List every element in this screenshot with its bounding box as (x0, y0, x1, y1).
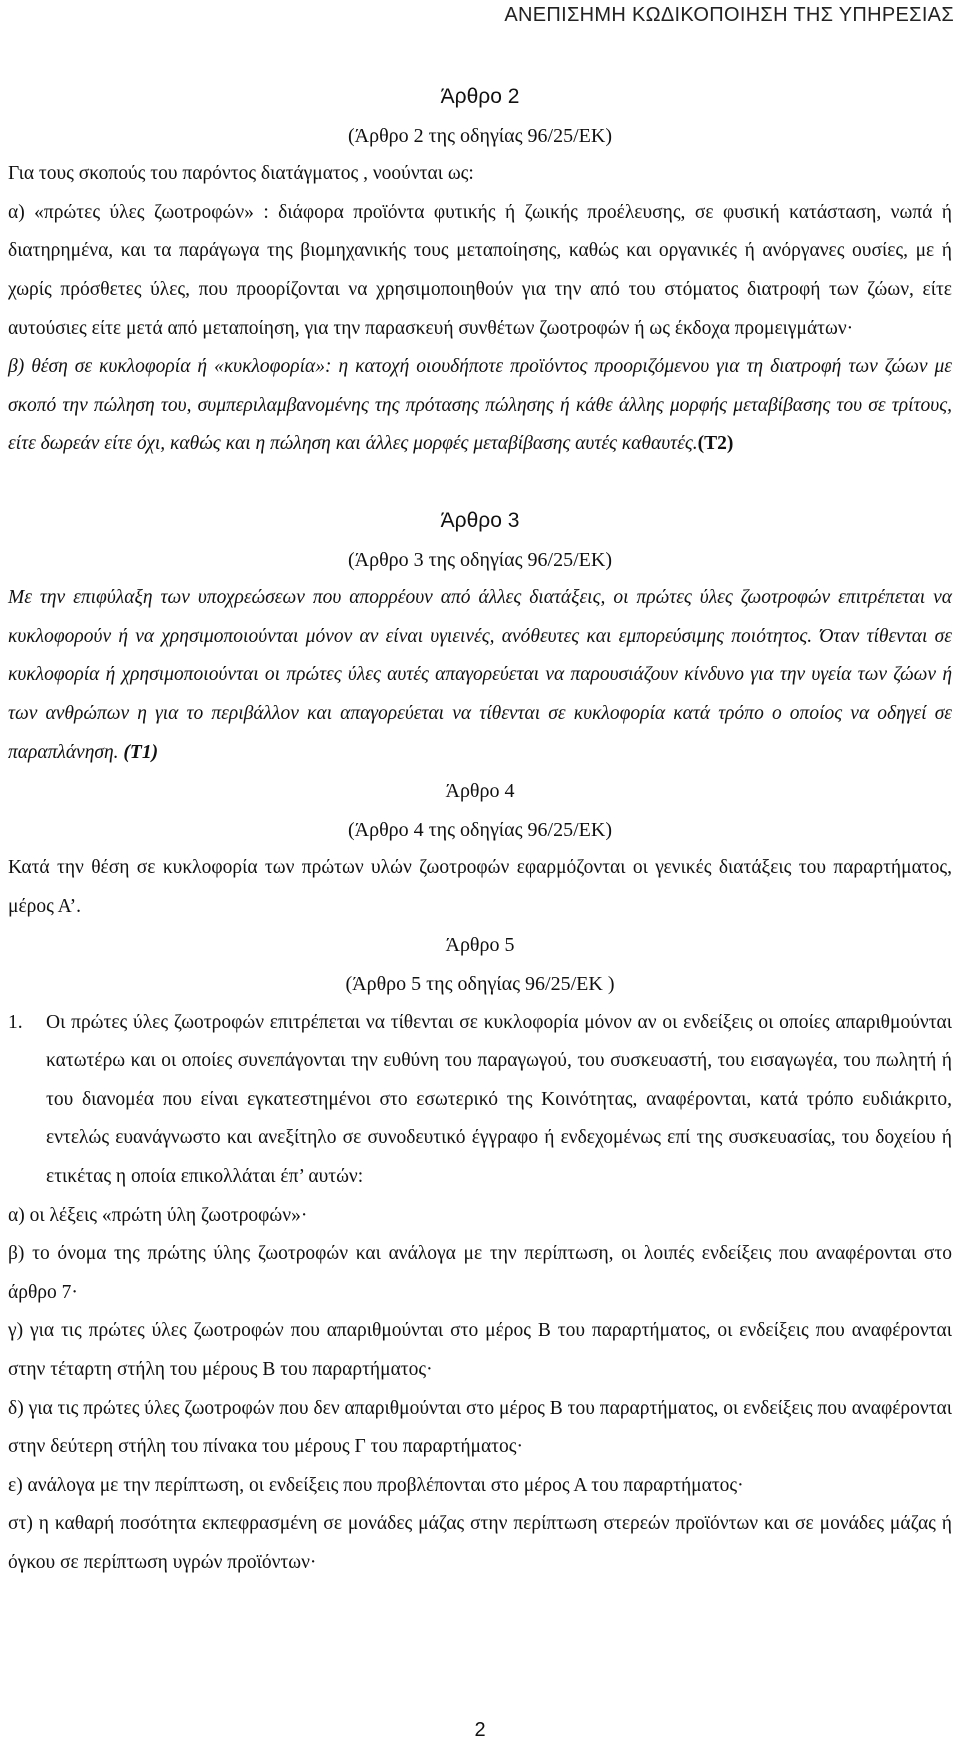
article-5-subtitle: (Άρθρο 5 της οδηγίας 96/25/ΕΚ ) (345, 973, 615, 996)
article-2-item-b-text: β) θέση σε κυκλοφορία ή «κυκλοφορία»: η κατοχή οιουδήποτε προϊόντος προοριζόμενου για τη διατροφή των ζώων με σκοπό την πώληση του, συμπεριλαμβανομένης της πρότασης πώλησης ή κάθε άλλης μορφής μεταβίβασης του σε τρίτους, είτε δωρεάν είτε όχι, καθώς και η πώληση και άλλες μορφές μεταβίβασης αυτές καθαυτές. (8, 356, 952, 455)
article-5-item-a: α) οι λέξεις «πρώτη ύλη ζωοτροφών»· (8, 1204, 308, 1226)
document-body (8, 78, 952, 1583)
article-2-title: Άρθρο 2 (440, 85, 520, 108)
spacer (8, 464, 952, 502)
article-2-intro: Για τους σκοπούς του παρόντος διατάγματος , νοούνται ως: (8, 163, 474, 185)
article-5-paragraph-1 (8, 1004, 952, 1197)
article-5-item-st: στ) η καθαρή ποσότητα εκπεφρασμένη σε μονάδες μάζας στην περίπτωση στερεών προϊόντων και σε μονάδες μάζας ή όγκου σε περίπτωση υγρών προϊόντων· (8, 1513, 952, 1573)
page-number: 2 (474, 1719, 486, 1741)
article-3-title: Άρθρο 3 (440, 508, 520, 532)
article-4-text: Κατά την θέση σε κυκλοφορία των πρώτων υλών ζωοτροφών εφαρμόζονται οι γενικές διατάξεις του παραρτήματος, μέρος Α’. (8, 857, 952, 917)
article-5-item-d: δ) για τις πρώτες ύλες ζωοτροφών που δεν απαριθμούνται στο μέρος Β του παραρτήματος, οι ενδείξεις που αναφέρονται στην δεύτερη στήλη του πίνακα του μέρους Γ του παραρτήματος· (8, 1397, 952, 1458)
article-2-reference: (Τ2) (697, 433, 734, 455)
article-3-text (8, 579, 952, 772)
article-5-title: Άρθρο 5 (445, 934, 515, 957)
article-3-subtitle: (Άρθρο 3 της οδηγίας 96/25/ΕΚ) (348, 548, 612, 571)
article-5-item-b: β) το όνομα της πρώτης ύλης ζωοτροφών και ανάλογα με την περίπτωση, οι λοιπές ενδείξεις που αναφέρονται στο άρθρο 7· (8, 1243, 952, 1303)
article-5-item-e: ε) ανάλογα με την περίπτωση, οι ενδείξεις που προβλέπονται στο μέρος Α του παραρτήματος· (8, 1474, 744, 1496)
article-4-subtitle: (Άρθρο 4 της οδηγίας 96/25/ΕΚ) (348, 818, 612, 841)
article-4-title: Άρθρο 4 (445, 780, 515, 803)
paragraph-number: 1. (8, 1011, 23, 1033)
article-5-item-c: γ) για τις πρώτες ύλες ζωοτροφών που απαριθμούνται στο μέρος Β του παραρτήματος, οι ενδείξεις που αναφέρονται στην τέταρτη στήλη του μέρους Β του παραρτήματος· (8, 1320, 952, 1380)
page-header: ΑΝΕΠΙΣΗΜΗ ΚΩΔΙΚΟΠΟΙΗΣΗ ΤΗΣ ΥΠΗΡΕΣΙΑΣ (504, 4, 954, 26)
article-2-subtitle: (Άρθρο 2 της οδηγίας 96/25/ΕΚ) (348, 124, 612, 147)
paragraph-text: Οι πρώτες ύλες ζωοτροφών επιτρέπεται να τίθενται σε κυκλοφορία μόνον αν οι ενδείξεις οι οποίες απαριθμούνται κατωτέρω και οι οποίες συνεπάγονται την ευθύνη του παραγωγού, του συσκευαστή, του εισαγωγέα, του πωλητή ή του διανομέα που είναι εγκατεστημένοι στο εσωτερικό της Κοινότητας, αναφέρονται, κατά τρόπο ευδιάκριτο, εντελώς ευανάγνωστο και ανεξίτηλο σε συνοδευτικό έγγραφο ή ενδεχομένως επί της συσκευασίας, του δοχείου ή ετικέτας η οποία επικολλάται έπ’ αυτών: (46, 1011, 952, 1188)
article-3-reference: (Τ1) (123, 741, 159, 763)
article-2-item-a: α) «πρώτες ύλες ζωοτροφών» : διάφορα προϊόντα φυτικής ή ζωικής προέλευσης, σε φυσική κατάσταση, νωπά ή διατηρημένα, και τα παράγωγα της βιομηχανικής τους μεταποίησης, καθώς και οργανικές ή ανόργανες ουσίες, με ή χωρίς πρόσθετες ύλες, που προορίζονται να χρησιμοποιηθούν για την από του στόματος διατροφή των ζώων, είτε αυτούσιες είτε μετά από μεταποίηση, για την παρασκευή συνθέτων ζωοτροφών ή ως έκδοχα προμειγμάτων· (8, 201, 952, 339)
article-3-body: Με την επιφύλαξη των υποχρεώσεων που απορρέουν από άλλες διατάξεις, οι πρώτες ύλες ζωοτροφών επιτρέπεται να κυκλοφορούν ή να χρησιμοποιούνται μόνον αν είναι υγιεινές, ανόθευτες και εμπορεύσιμης ποιότητος. Όταν τίθενται σε κυκλοφορία ή χρησιμοποιούνται οι πρώτες ύλες αυτές απαγορεύεται να παρουσιάζουν κίνδυνο για την υγεία των ζώων ή των ανθρώπων η για το περιβάλλον και απαγορεύεται να τίθενται σε κυκλοφορία κατά τρόπο ο οποίος να οδηγεί σε παραπλάνηση. (8, 587, 952, 763)
article-2-item-b (8, 348, 952, 464)
